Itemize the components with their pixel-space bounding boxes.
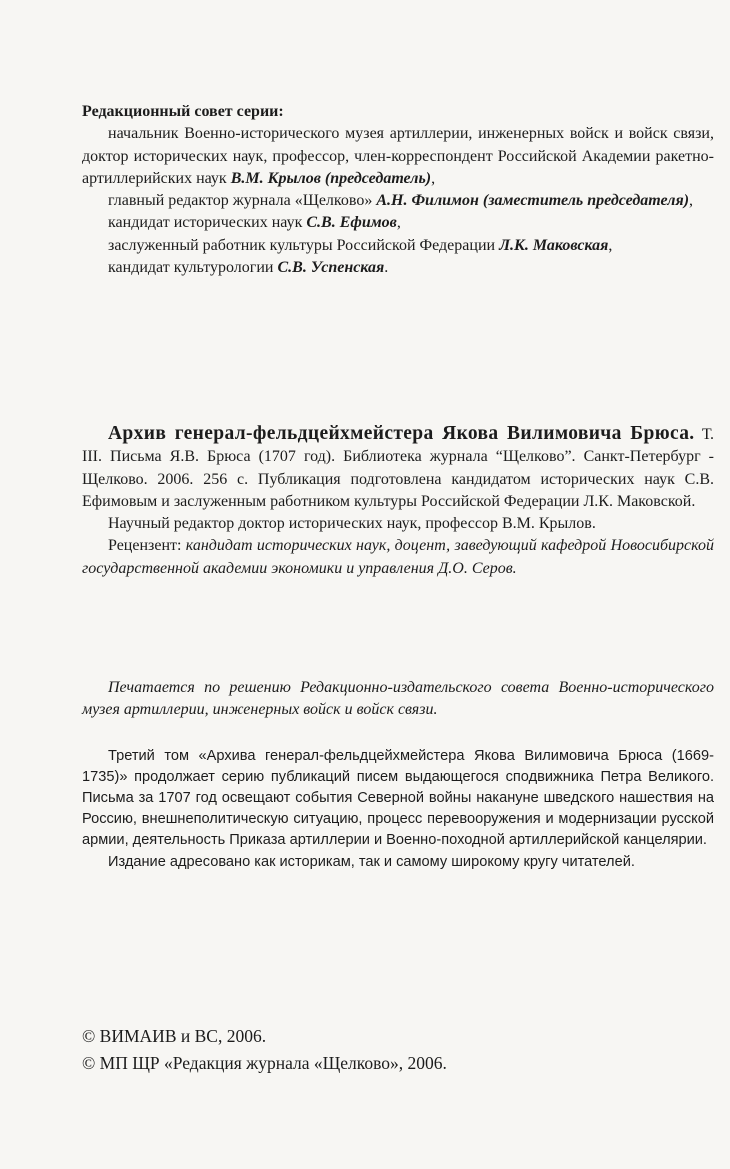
board-member: главный редактор журнала «Щелково» А.Н. Филимон (заместитель председателя),	[108, 192, 694, 210]
board-member: кандидат исторических наук С.В. Ефимов,	[108, 214, 401, 232]
board-member: заслуженный работник культуры Российской Федерации Л.К. Маковская,	[108, 236, 613, 254]
annotation-paragraph: Третий том «Архива генерал-фельдцейхмейстера Якова Вилимовича Брюса (1669-1735)» продолжает серию публикаций писем выдающегося сподвижника Петра Великого. Письма за 1707 год освещают события Северной войны накануне шведского нашествия на Россию, внешнеполитическую ситуацию, процесс перевооружения и модернизации русской армии, деятельность Приказа артиллерии и Военно-походной артиллерийской канцелярии.	[82, 748, 714, 848]
board-member-name: В.М. Крылов (председатель)	[230, 169, 432, 187]
annotation-paragraph: Издание адресовано как историкам, так и самому широкому кругу читателей.	[108, 854, 635, 870]
board-member-name: С.В. Ефимов	[306, 214, 397, 232]
book-description: Т. III. Письма Я.В. Брюса (1707 год). Библиотека журнала “Щелково”. Санкт-Петербург - Щелково. 2006. 256 с. Публикация подготовлена кандидатом исторических наук С.В. Ефимовым и заслуженным работником культуры Российской Федерации Л.К. Маковской.	[82, 426, 714, 510]
bibliographic-entry	[82, 423, 714, 513]
board-member-name: Л.К. Маковская	[499, 236, 609, 254]
annotation	[82, 746, 714, 873]
board-member-name: С.В. Успенская	[277, 259, 385, 277]
editorial-board	[82, 101, 714, 279]
reviewer: Рецензент: кандидат исторических наук, доцент, заведующий кафедрой Новосибирской государственной академии экономики и управления Д.О. Серов.	[82, 537, 715, 577]
copyright-line: © ВИМАИВ и ВС, 2006.	[82, 1026, 267, 1046]
board-member-name: А.Н. Филимон (заместитель председателя)	[376, 192, 690, 210]
scientific-editor: Научный редактор доктор исторических наук, профессор В.М. Крылов.	[108, 515, 596, 533]
copyright-line: © МП ЩР «Редакция журнала «Щелково», 2006.	[82, 1053, 447, 1073]
book-title: Архив генерал-фельдцейхмейстера Якова Вилимовича Брюса.	[108, 423, 695, 444]
editorial-board-heading: Редакционный совет серии:	[82, 103, 284, 120]
publication-decree: Печатается по решению Редакционно-издательского совета Военно-исторического музея артиллерии, инженерных войск и войск связи.	[82, 679, 714, 719]
copyright-notices	[82, 1023, 714, 1077]
reviewer-details: кандидат исторических наук, доцент, заведующий кафедрой Новосибирской государственной академии экономики и управления Д.О. Серов.	[82, 537, 715, 577]
bibliographic-description	[82, 423, 714, 580]
board-member: начальник Военно-исторического музея артиллерии, инженерных войск и войск связи, доктор исторических наук, профессор, член-корреспондент Российской Академии ракетно-артиллерийских наук В.М. Крылов (председатель),	[82, 125, 714, 187]
board-member: кандидат культурологии С.В. Успенская.	[108, 259, 389, 277]
